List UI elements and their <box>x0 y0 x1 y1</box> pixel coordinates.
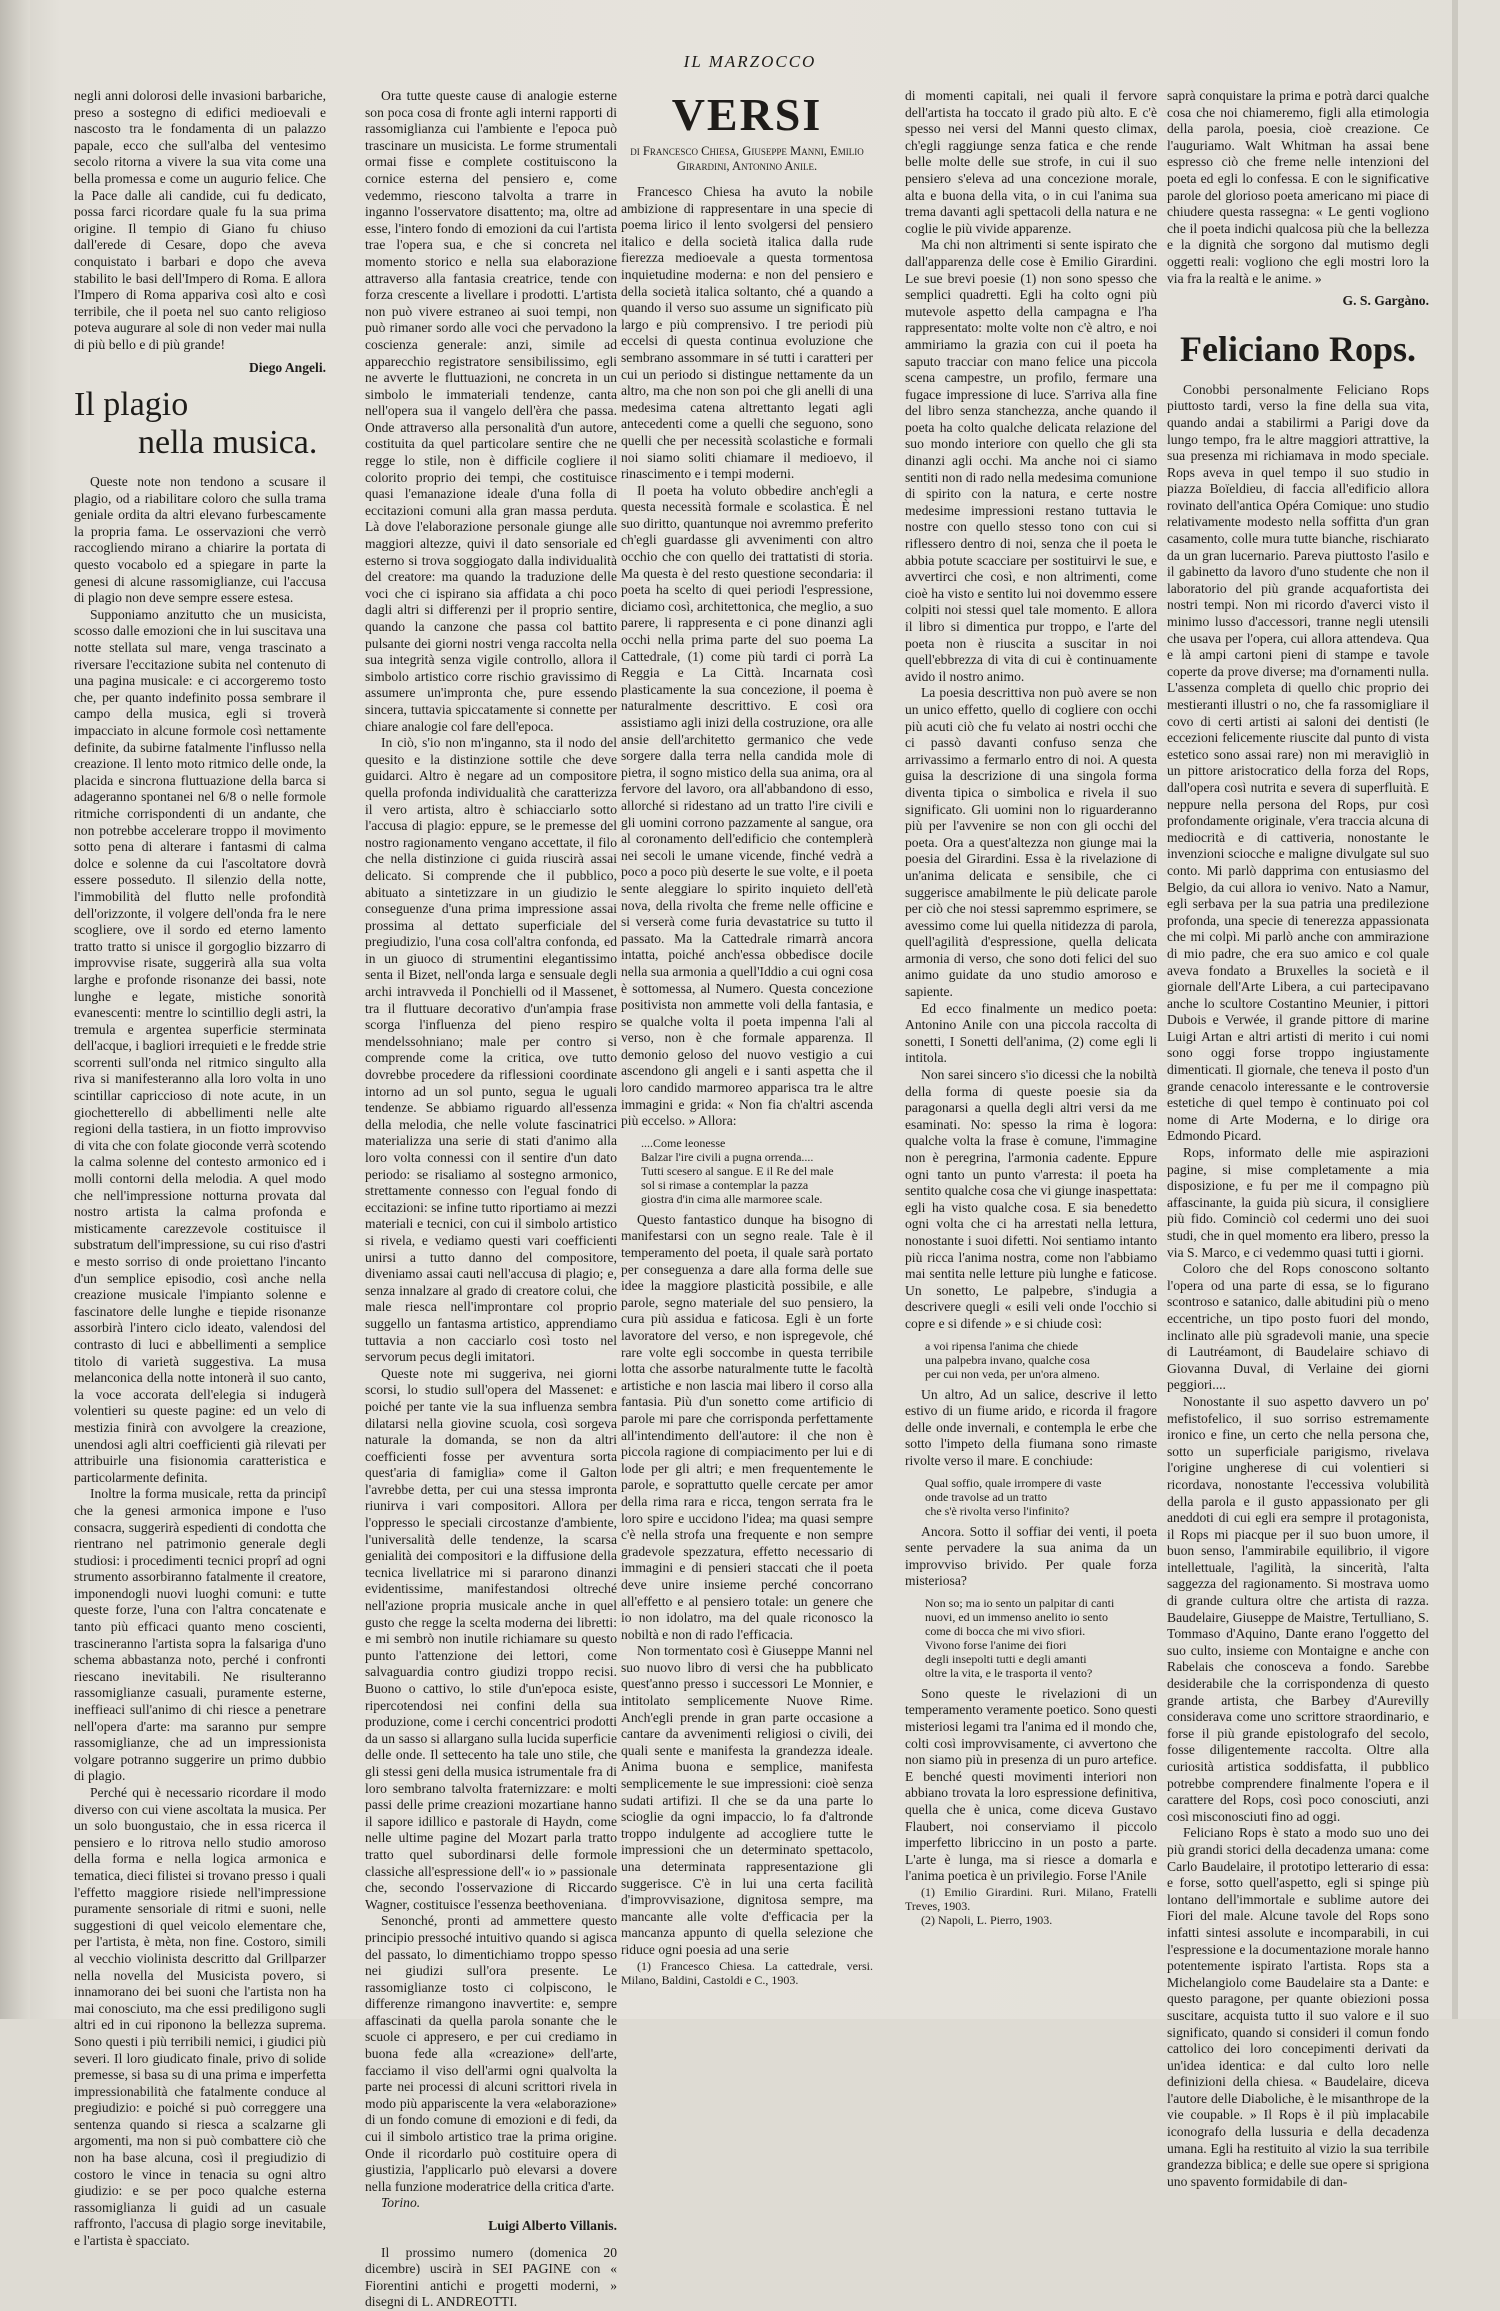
paragraph: Questo fantastico dunque ha bisogno di manifestarsi con un segno reale. Tale è il temperamento del poeta, il quale sarà portato per conseguenza a dare alla forma delle sue idee la maggiore plasticità possibile, e alle parole, segno materiale del suo pensiero, la cura più assidua e faticosa. Egli è un forte lavoratore del verso, e non ispregevole, ché rare volte egli soccombe in questa terribile lotta che assorbe naturalmente tutte le facoltà artistiche e non lascia mai libero il corso alla fantasia. Più d'un sonetto come artificio di parole mi pare che corrisponda perfettamente all'intendimento dell'autore: il che non è piccola ragione di compiacimento per lui e di lode per gli altri; e men frequentemente le parole, e soprattutto quelle cercate per amor della rima rara e ricca, tengon serrata fra le loro spire e uccidono l'idea; ma quasi sempre c'è nella strofa una frequente e non sempre gradevole spezzatura, effetto necessario di immagini e di pensieri staccati che il poeta deve unire insieme perché concorrano all'effetto e al pensiero totale: un genere che io non idolatro, ma del quale riconosco la nobiltà e non di rado l'efficacia. <box>621 1211 873 1642</box>
footnote: (2) Napoli, L. Pierro, 1903. <box>921 1913 1053 1927</box>
column-2 <box>365 88 617 2310</box>
paragraph: Ma chi non altrimenti si sente ispirato che dall'apparenza delle cose è Emilio Girardini. Le sue brevi poesie (1) non sono spesso che semplici quadretti. Egli ha colto ogni più mutevole aspetto della campagna e l'ha rappresentato: molte volte non c'è altro, e noi ammiriamo la grazia con cui il poeta ha saputo tracciar con mano felice una piccola scena campestre, un profilo, fermare una fugace impressione di luce. S'arriva alla fine del libro senza stanchezza, anche quando il poeta ha colto qualche delicata relazione del suo mondo interiore con quello che gli sta dinanzi agli occhi. Ma anche noi ci siamo sentiti non di rado nella medesima comunione di spirito con la natura, e certe nostre medesime impressioni restano tuttavia le nostre con quello stesso tono con cui si riflessero dentro di noi, senza che il poeta le abbia potute scacciare per sostituirvi le sue, e avvertirci che così, e non altrimenti, come cioè ha visto e sentito lui noi dovemmo essere colpiti noi stessi quel tale momento. E allora il libro si dimentica pur troppo, e l'arte del poeta non è riuscita a suscitar in noi quell'ebbrezza di vita di cui è continuamente avido il nostro animo. <box>905 237 1157 684</box>
column-4 <box>905 88 1157 1988</box>
paragraph: Inoltre la forma musicale, retta da principî che la genesi armonica impone e l'uso consacra, suggerirà espedienti di condotta che rientrano nel patrimonio generale degli studiosi: i procedimenti tecnici proprî ad ogni strumento assorbiranno fatalmente il creatore, imponendogli nuovi luoghi comuni: e tutte queste forze, l'una con l'altra concatenate e tanto più efficaci quanto meno coscienti, trascineranno l'artista sopra la falsariga d'uno schema abbastanza noto, perché i confronti riescano inevitabili. Ne risulteranno rassomiglianze casuali, puramente esterne, ineffieaci sull'animo di chi riesce a penetrare nell'opera d'arte: ma saranno pur sempre rassomiglianze, che ad un impressionista volgare potranno suggerire un primo dubbio di plagio. <box>74 1486 326 1784</box>
paragraph: Queste note mi suggeriva, nei giorni scorsi, lo studio sull'opera del Massenet: e poiché per tante vie la sua influenza sembra dilatarsi nella giovine scuola, così sorgeva naturale la domanda, se non da altri coefficienti fosse per avventura sorta quest'aria di famiglia» come il Galton l'avrebbe detta, per cui una stessa impronta riunirva i vari compositori. Allora per l'oppresso le speciali circostanze d'ambiente, l'universalità delle tendenze, la scarsa genialità dei compositori e la diffusione della tecnica livellatrice mi si pararono dinanzi evidentissime, manifestandosi oltreché nell'azione propria musicale anche in quel gusto che regge la scelta moderna dei libretti: e mi sembrò non inutile richiamare su questo punto l'attenzione dei lettori, come salvaguardia contro giudizi troppo recisi. Buono o cattivo, lo stile d'un'epoca esiste, ripercotendosi nei confini della sua produzione, come i cerchi concentrici prodotti da un sasso si allargano sulla lucida superficie delle onde. Il settecento ha tale uno stile, che gli stessi geni della musica istrumentale fra di loro sembrano talvolta fraternizzare: e molti passi delle prime creazioni mozartiane hanno il sapore idillico e pastorale di Haydn, come nelle ultime pagine del Mozart parla tratto tratto quel subordinarsi delle formole classiche all'espressione dell'« io » passionale che, secondo l'osservazione di Riccardo Wagner, costituisce l'essenza beethoveniana. <box>365 1365 617 1912</box>
paragraph: Supponiamo anzitutto che un musicista, scosso dalle emozioni che in lui suscitava una notte stellata sul mare, venga trascinato a riversare l'eccitazione subita nel contenuto di una pagina musicale: e ci accorgeremo tosto che, per quanto indefinito possa sembrare il campo della musica, egli si troverà impacciato in alcune formole così nettamente definite, da subirne fatalmente l'influsso nella creazione. Il lento moto ritmico delle onde, la placida e sincrona fluttuazione della barca si adageranno spontanei nel 6/8 o nelle formole ritmiche corrispondenti di un andante, che non potrebbe accelerare troppo il movimento sotto pena di alterare i fantasmi di calma dolce e solenne da cui l'ascoltatore dovrà essere posseduto. Il silenzio della notte, l'immobilità del flutto nelle profondità dell'orizzonte, il volgere dell'onda fra le nere scogliere, ove il sordo ed eterno lamento tratto tratto si unisce il gorgoglio bizzarro di improvvise risate, suggerirà alla sua volta larghe e profonde risonanze dei bassi, note lunghe e legate, mistiche sonorità evanescenti: mentre lo scintillio degli astri, la tremula e argentea superficie sterminata dell'acque, i bagliori irrequieti e le fredde strie scorrenti sull'onda nel ritmico singulto alla riva si manifesteranno alla loro volta in uno scintillar capriccioso di note acute, in un giochetterello di abbellimenti nelle alte regioni della tastiera, in un fiotto improvviso di vita che con folate gioconde verrà scotendo la calma solenne del contesto armonico ed i molli contorni della melodia. A quel modo che nell'impressione notturna provata dal nostro artista la calma profonda e misticamente carezzevole costituisce il substratum dell'impressione, su cui riso d'astri e mesto sorriso di onde proiettano l'incanto d'un semplice episodio, così anche nella creazione musicale l'impianto solenne e fascinatore delle lunghe e tiepide risonanze assorbirà l'intero ciclo ideato, valendosi del contrasto di luci e abbellimenti a semplice titolo di varietà suggestiva. La musa melanconica della notte intonerà il suo canto, la voce accorata dell'elegia si indugerà volentieri su queste pagine: ed un velo di mestizia finirà con avvolgere la creazione, unendosi agli altri coefficienti già rilevati per attribuirle una fisionomia caratteristica e particolarmente definita. <box>74 606 326 1485</box>
paragraph: Perché qui è necessario ricordare il modo diverso con cui viene ascoltata la musica. Per un solo buongustaio, che in essa ricerca il pensiero e lo ritrova nello studio amoroso della forma e nella logica armonica e tematica, dieci filistei si trovano presso i quali l'effetto maggiore risiede nell'impressione puramente sensoriale di ritmi e suoni, nelle suggestioni di quel veicolo elementare che, per l'artista, è mèta, non fine. Costoro, simili al vecchio violinista descritto dal Grillparzer nella novella del Musicista povero, si innamorano dei bei suoni che l'artista non ha mai conosciuto, ma che essi prediligono sugli altri ed in cui riponono la bellezza suprema. Sono questi i più terribili nemici, i giudici più severi. Il loro giudicato finale, privo di solide premesse, si basa su di una prima e imperfetta impressionabilità che fatalmente conduce al pregiudizio: e poiché si può correggere una sentenza quando si riesca a scalzarne gli argomenti, ma non si può combattere ciò che non ha base alcuna, così il pregiudizio di costoro le vince in tenacia su ogni altro giudizio: e se per poco qualche esterna rassomiglianza li guidi ad un casuale raffronto, l'accusa di plagio sorge inevitabile, e l'artista è spacciato. <box>74 1785 326 2249</box>
footnote: (1) Francesco Chiesa. La cattedrale, versi. Milano, Baldini, Castoldi e C., 1903. <box>621 1958 873 1987</box>
paragraph: di momenti capitali, nei quali il fervore dell'artista ha toccato il grado più alto. E c'è spesso nei versi del Manni questo climax, ch'egli raggiunge senza fatica e che rende belle molte delle sue strofe, in cui il suo pensiero s'eleva ad una concezione morale, alta e buona della vita, o in cui l'anima sua trema davanti agli spettacoli della natura e ne coglie le più vivide apparenze. <box>905 88 1157 236</box>
headline-line-1: Il plagio <box>74 386 189 424</box>
paragraph: Nonostante il suo aspetto davvero un po' mefistofelico, il suo sorriso estremamente ironico e fine, un certo che nella persona che, sotto un superficiale parigismo, rivelava l'origine ungherese di cui volentieri si ricordava, nonostante l'eccessiva volubilità della parola e il gusto appassionato per gli aneddoti di cui egli era sempre il protagonista, il Rops mi piacque per il suo buon umore, il buon senso, l'ammirabile equilibrio, il vigore intellettuale, l'agilità, la sincerità, l'alta saggezza del ragionamento. Si mostrava uomo di grande cultura oltre che artista di razza. Baudelaire, Giuseppe de Maistre, Tertulliano, S. Tommaso d'Aquino, Dante erano l'oggetto del suo culto, insieme con Montaigne e anche con Rabelais che conosceva a fondo. Sarebbe desiderabile che la corrispondenza di questo grande artista, che Barbey d'Aurevilly considerava come uno scrittore straordinario, e forse il più grande epistolografo del secolo, fosse diligentemente raccolta. Oltre alla curiosità artistica soddisfatta, il pubblico potrebbe comprendere finalmente l'opera e il carattere del Rops, così poco conosciuti, anzi così misconosciuti fino ad oggi. <box>1167 1393 1429 1824</box>
paragraph: Sono queste le rivelazioni di un temperamento veramente poetico. Sono questi misteriosi legami tra l'anima ed il mondo che, colti così improvvisamente, ci avvertono che non siamo più in presenza di un puro artefice. E benché questi movimenti interiori non abbiano trovata la loro espressione definitiva, quella che è unica, come diceva Gustavo Flaubert, noi conserviamo il piccolo imperfetto libriccino in un posto a parte. L'arte è lunga, ma si riesce a domarla e l'anima poetica è un privilegio. Forse l'Anile <box>905 1685 1157 1884</box>
paragraph: Il poeta ha voluto obbedire anch'egli a questa necessità formale e scolastica. È nel suo diritto, quantunque noi avremmo preferito ch'egli guardasse gli avvenimenti con altro occhio che con quello dei trattatisti di storia. Ma questa è del resto questione secondaria: il poeta ha scelto di quei periodi l'espressione, diciamo così, architettonica, che meglio, a suo parere, li rappresenta e ci pone dinanzi agli occhi nella prima parte del suo poema La Cattedrale, (1) come più tardi ci porrà La Reggia e La Città. Incarnata così plasticamente la sua concezione, il poema è naturalmente descrittivo. E così ora assistiamo agli inizi della costruzione, ora alle ansie dell'architetto germanico che vede sorgere dalla terra nella candida mole di pietra, il sogno mistico della sua anima, ora al fervore del lavoro, ora all'abbandono di esso, allorché si ridestano ad un tratto l'ire civili e gli uomini corrono pazzamente al sangue, ora al coronamento dell'edificio che contemplerà nei secoli le umane vicende, finché vedrà a poco a poco più deserte le sue volte, e il poeta sente aleggiare lo spirito inquieto dell'età nova, della rivolta che freme nelle officine e si verserà come furia devastatrice su tutto il passato. Ma la Cattedrale rimarrà ancora intatta, poiché anch'essa obbedisce docile nella sua armonia a quell'Iddio a cui ogni cosa è sottomessa, al Numero. Questa concezione positivista non ammette voli della fantasia, e se qualche volta il poeta impenna l'ali al verso, non è che formale apparenza. Il demonio geloso del nuovo vestigio a cui ascendono gli angeli e i santi aspetta che il loro candido marmoreo apparisca tra le altre immagini e grida: « Non fia ch'altri ascenda più eccelso. » Allora: <box>621 482 873 1129</box>
poem-quote: Qual soffio, quale irrompere di vaste onde travolse ad un tratto che s'è rivolta verso l'infinito? <box>925 1475 1102 1518</box>
headline-rops: Feliciano Rops. <box>1179 328 1416 369</box>
paragraph: Ora tutte queste cause di analogie esterne son poca cosa di fronte agli interni rapporti di rassomiglianza cui l'ambiente e l'epoca può trascinare un musicista. Le forme strumentali ormai fisse e complete costituiscono la cornice esterna del pensiero e, come vedemmo, riescono talvolta a trarre in inganno l'osservatore disattento; ma, oltre ad esse, l'intero fondo di emozioni da cui l'artista trae l'opera sua, e che si concreta nel momento storico e nella sua elaborazione attraverso alla fantasia creatrice, tende con forza crescente a livellare i prodotti. L'artista non può vivere estraneo ai suoi tempi, non può rimaner sordo alle voci che pervadono la coscienza generale: anzi, simile ad apparecchio registratore sensibilissimo, egli ne avverte le fluttuazioni, ne concreta in un simbolo le immateriali tendenze, canta nell'opera sua il vangelo dell'èra che passa. Onde attraverso alla personalità d'un autore, costituita da quel particolare sentire che ne regge lo stile, non è difficile cogliere il colorito proprio dei tempi, che costituisce quasi l'emanazione ideale d'una folla di eccitazioni comuni alla gran massa perduta. Là dove l'elaborazione personale giunge alle maggiori altezze, quivi il dato sensoriale ed esterno si trova soggiogato dalla individualità del creatore: ma quando la traduzione delle voci che ci ispirano sia affidata a chi poco dagli altri si differenzi per il proprio sentire, quando la canzone che passa col battito pulsante dei giorni nostri venga raccolta nella sua integrità senza vigile controllo, allora il simbolo artistico corre rischio gravissimo di assumere un'impronta che, pure essendo sincera, tuttavia spiccatamente si connette per chiare analogie col fare dell'epoca. <box>365 88 617 734</box>
page-fold-line <box>1452 0 1458 2019</box>
paragraph: Non tormentato così è Giuseppe Manni nel suo nuovo libro di versi che ha pubblicato quest'anno presso i successori Le Monnier, e intitolato semplicemente Nuove Rime. Anch'egli prende in gran parte occasione a cantare da avvenimenti religiosi o civili, dei quali sente e manifesta la grandezza ideale. Anima buona e semplice, manifesta semplicemente le sue impressioni: cioè senza sudati artifizi. Il che se da una parte lo scioglie da ogni impaccio, lo fa d'altronde troppo indulgente ad accogliere tutte le impressioni che un determinato spettacolo, una determinata rappresentazione gli suggerisce. C'è in lui una certa facilità d'improvvisazione, dignitosa sempre, ma mancante alle volte d'efficacia per la mancanza appunto di quella selezione che riduce ogni poesia ad una serie <box>621 1643 873 1957</box>
paragraph: Ed ecco finalmente un medico poeta: Antonino Anile con una piccola raccolta di sonetti, I Sonetti dell'anima, (2) come egli li intitola. <box>905 1000 1157 1066</box>
headline-plagio <box>74 386 326 462</box>
headline-line-2: nella musica. <box>138 424 318 462</box>
poem-quote: a voi ripensa l'anima che chiede una palpebra invano, qualche cosa per cui non veda, per un'ora almeno. <box>925 1338 1100 1381</box>
paragraph: Ancora. Sotto il soffiar dei venti, il poeta sente pervadere la sua anima da un improvviso brivido. Per quale forza misteriosa? <box>905 1523 1157 1589</box>
page-edge-shadow <box>0 0 30 2019</box>
paragraph: La poesia descrittiva non può avere se non un unico effetto, quello di cogliere con occhi più acuti ciò che fu velato ai nostri occhi che ci passò davanti confuso senza che arrivassimo a fermarlo entro di noi. A questa guisa la descrizione di una singola forma diventa tipica o simbolica e rivela il suo significato. Gli uomini non lo riguarderanno più per l'avvenire se non con gli occhi del poeta. Ora a quest'altezza non giunge mai la poesia del Girardini. Essa è la rivelazione di un'anima delicata e sensibile, che ci suggerisce amabilmente le più delicate parole per ciò che noi stessi sapremmo esprimere, se avessimo come lui quella nitidezza di parola, quell'agilità d'espressione, quella delicata armonia di verso, che sono doti felici del suo animo guidate da uno studio amoroso e sapiente. <box>905 685 1157 1000</box>
poem-quote: Non so; ma io sento un palpitar di canti nuovi, ed un immenso anelito io sento come di bocca che mi vivo sfiori. Vivono forse l'anime dei fiori degli insepolti tutti e degli amanti oltre la vita, e le trasporta il vento? <box>925 1595 1115 1680</box>
authors-line: di Francesco Chiesa, Giuseppe Manni, Emilio Girardini, Antonino Anile. <box>630 144 864 173</box>
article-continuation: negli anni dolorosi delle invasioni barbariche, preso a sostegno di edifici medioevali e nascosto tra le fondamenta di un palazzo papale, ecco che sull'alba del ventesimo secolo ritorna a vivere la sua vita come una bella promessa e come un augurio felice. Che la Pace dalle ali candide, cui fu dedicato, possa farci ricordare quale fu la sua prima origine. Il tempio di Giano fu chiuso dall'erede di Cesare, dopo che aveva conquistato i barbari e dopo che aveva stabilito le basi dell'Impero di Roma. E allora l'Impero di Roma appariva così alto e così terribile, che il poeta nel suo canto religioso poteva augurare al sole di non veder mai nulla di più bello e di più grande! <box>74 88 326 352</box>
paragraph: In ciò, s'io non m'inganno, sta il nodo del quesito e la distinzione sottile che deve guidarci. Altro è negare ad un compositore quella profonda individualità che caratterizza il vero artista, altro è schiacciarlo sotto l'accusa di plagio: eppure, se le premesse del nostro ragionamento vengano accettate, il filo che nella distinzione ci guida riuscirà assai delicato. Si comprende che il pubblico, abituato a sintetizzare in un giudizio le conseguenze d'una prima impressione assai prossima al dettato superficiale del pregiudizio, l'una cosa coll'altra confonda, ed in un giuoco di strumentini elegantissimo senta il Bizet, nell'onda larga e sensuale degli archi intravveda il Ponchielli od il Massenet, tra il fluttuare decorativo d'un'ampia frase scorga l'influenza del pieno respiro mendelssohniano; male per contro si comprende come la critica, ove tutto dovrebbe procedere da riflessioni coordinate intorno ad un sol punto, segua le uguali tendenze. Se abbiamo riguardo all'essenza della melodia, che nelle volute fascinatrici materializza una serie di stati d'animo alla loro volta connessi con il sentire d'un dato periodo: se risaliamo al sostegno armonico, strettamente connesso con l'egual fondo di eccitazioni: se infine tutto riportiamo ai mezzi materiali e tecnici, con cui il simbolo artistico si rivela, e vediamo questi vari coefficienti unirsi a tutto danno del compositore, diveniamo assai cauti nell'accusa di plagio; e, senza innalzare al grado di creatore colui, che male riesca nell'improntare col proprio suggello un fantasma artistico, apprendiamo tuttavia a non cacciarlo così tosto nel servorum pecus degli imitatori. <box>365 735 617 1365</box>
signature-angeli: Diego Angeli. <box>248 359 326 375</box>
column-1 <box>74 88 326 2249</box>
paragraph: Coloro che del Rops conoscono soltanto l'opera od una parte di essa, se lo figurano scontroso e satanico, dalle abitudini più o meno eccentriche, un tipo posto fuori del mondo, inclinato alle più sgradevoli manie, una specie di Lautréamont, di Baudelaire schiavo di Giovanna Duval, di Verlaine dei giorni peggiori.... <box>1167 1261 1429 1393</box>
paragraph: Queste note non tendono a scusare il plagio, od a riabilitare coloro che sulla trama geniale ordita da altri elevano furbescamente la propria fama. Le osservazioni che verrò raccogliendo mirano a chiarire la portata di questo vocabolo ed a spiegare in parte la genesi di alcune rassomiglianze, cui l'accusa di plagio non deve sempre essere estesa. <box>74 474 326 606</box>
paragraph: Rops, informato delle mie aspirazioni pagine, si mise completamente a mia disposizione, e fu per me il compagno più affascinante, la guida più sicura, il consigliere più fido. Cominciò col cedermi uno dei suoi studi, che in quel momento era libero, presso la via S. Marco, e ci vedemmo quasi tutti i giorni. <box>1167 1145 1429 1260</box>
signature-gargano: G. S. Gargàno. <box>1342 293 1429 309</box>
poem-quote: ....Come leonesse Balzar l'ire civili a pugna orrenda.... Tutti scesero al sangue. E il Re del male sol si rimase a contemplar la pazza giostra d'in cima alle marmoree scale. <box>641 1135 834 1206</box>
signature-villanis: Luigi Alberto Villanis. <box>488 2218 617 2233</box>
paragraph: Senonché, pronti ad ammettere questo principio pressoché intuitivo quando si agisca del passato, lo dimentichiamo troppo spesso nei giudizi sull'ora presente. Le rassomiglianze tosto ci colpiscono, le differenze rimangono inavvertite: e, sempre affascinati da quella parola sonante che le scuole ci appresero, e per cui crediamo in buona fede alla «creazione» dell'arte, facciamo il viso dell'armi ogni qualvolta la parte nei processi di alcuni scrittori rivela in modo più appariscente la vera «elaborazione» di un fondo comune di emozioni e di fedi, da cui il simbolo artistico trae la prima origine. Onde il ricordarlo può costituire opera di giustizia, l'applicarlo può elevarsi a dovere nella funzione moderatrice della critica d'arte. <box>365 1913 617 2194</box>
column-5 <box>1167 88 1429 2189</box>
place-line: Torino. <box>381 2195 421 2211</box>
next-issue-note: Il prossimo numero (domenica 20 dicembre) uscirà in SEI PAGINE con « Fiorentini antichi e progetti moderni, » disegni di L. ANDREOTTI. <box>365 2244 617 2310</box>
headline-versi: VERSI <box>671 89 823 140</box>
paragraph: Francesco Chiesa ha avuto la nobile ambizione di rappresentare in una specie di poema lirico il lento svolgersi del pensiero italico e della società italica dalla rude fierezza medioevale a questa tormentosa inquietudine moderna: e non del pensiero e della società italica soltanto, ché a quando a quando il verso suo assume un significato più largo e più comprensivo. I tre periodi più eccelsi di questa continua evoluzione che sembrano assommare in sé tutti i caratteri per cui un periodo si distingue nettamente da un altro, ma che non son poi che gli anelli di una medesima catena altrettanto legati agli antecedenti come a quelli che seguono, sono quelli che per necessità scolastiche e formali noi siamo soliti chiamare il medioevo, il rinascimento e i tempi moderni. <box>621 184 873 482</box>
paragraph: saprà conquistare la prima e potrà darci qualche cosa che noi chiameremo, figli alla etimologia della parola, poesia, cioè creazione. Ce l'auguriamo. Walt Whitman ha assai bene espresso ciò che freme nelle intenzioni del poeta ed egli lo confessa. E con le significative parole del glorioso poeta americano mi piace di chiudere questa rassegna: « Le genti vogliono che il poeta indichi qualcosa più che la bellezza e la dignità che sorgono dal mutismo degli oggetti reali: vogliono che egli mostri loro la via fra la realtà e le anime. » <box>1167 88 1429 286</box>
masthead: IL MARZOCCO <box>683 52 817 71</box>
column-3 <box>621 88 873 1988</box>
paragraph: Feliciano Rops è stato a modo suo uno dei più grandi storici della decadenza umana: come Carlo Baudelaire, il prototipo letterario di essa: e forse, sotto quell'aspetto, egli si spinge più lontano dell'immortale e sublime autore dei Fiori del male. Alcune tavole del Rops sono infatti sintesi assolute e incomparabili, in cui l'espressione e la documentazione morale hanno potentemente ispirato l'artista. Rops sta a Michelangiolo come Baudelaire sta a Dante: e questo paragone, per quante obiezioni possa suscitare, acquista tutto il suo valore e il suo significato, quando si consideri il comun fondo cattolico dei loro concepimenti derivati da un'idea identica: e dal culto loro nelle definizioni della chiesa. « Baudelaire, diceva l'autore delle Diaboliche, è le misanthrope de la vie coupable. » Il Rops è il più implacabile iconografo della lussuria e della decadenza umana. Egli ha restituito al vizio la sua terribile grandezza biblica; e delle sue opere si sprigiona uno spavento formidabile di dan- <box>1167 1825 1429 2189</box>
paragraph: Conobbi personalmente Feliciano Rops piuttosto tardi, verso la fine della sua vita, quando andai a stabilirmi a Parigi dove da lungo tempo, fra le altre maggiori attrattive, la sua presenza mi richiamava in modo speciale. Rops aveva in quel tempo il suo studio in piazza Boïeldieu, di faccia all'edificio allora rovinato dell'antica Opéra Comique: uno studio relativamente modesto nella soffitta d'un gran casamento, colle mura tutte bianche, rischiarato da un gran lucernario. Pareva piuttosto l'asilo e il gabinetto da lavoro d'uno studente che non il laboratorio del più grande acquafortista dei nostri tempi. Non mi ricordo d'averci visto il minimo lusso d'accessori, tranne negli utensili che usava per l'opera, cui allora attendeva. Qua e là ampi cartoni pieni di stampe e tavole coperte da prove diverse; ma d'ornamenti nulla. L'assenza completa di quello chic proprio dei mestieranti illustri o no, che fa rassomigliare il covo di certi artisti ai saloni dei dentisti (le eccezioni felicemente riuscite dal punto di vista estetico sono assai rare) non mi meravigliò in un pittore aristocratico della forza del Rops, dall'opera così nutrita e severa di superfluità. E neppure nella persona del Rops, pur così profondamente originale, v'era traccia alcuna di mediocrità e di cattiveria, nonostante le invenzioni sciocche e maligne divulgate sul suo conto. Mi parlò dapprima con entusiasmo del Belgio, da cui allora io venivo. Nato a Namur, egli serbava per la sua patria una predilezione profonda, una specie di tenerezza appassionata che mi colpì. Mi parlò anche con ammirazione di mio padre, che era suo amico e col quale aveva fondato a Bruxelles la società e il giornale dell'Arte Libera, a cui partecipavano anche lo scultore Costantino Meunier, i pittori Dubois e Verwée, il grande pittore di marine Luigi Artan e altri artisti di merito i cui nomi sono oggi forse troppo ingiustamente dimenticati. Il giornale, che teneva il posto d'un grande cenacolo interessante e le controversie estetiche di quel tempo è continuato poi col nome di Arte Moderna, e lo dirige ora Edmondo Picard. <box>1167 381 1429 1144</box>
footnote: (1) Emilio Girardini. Ruri. Milano, Fratelli Treves, 1903. <box>905 1885 1157 1913</box>
paragraph: Non sarei sincero s'io dicessi che la nobiltà della forma di queste poesie sia da paragonarsi a quella degli altri versi da me esaminati. No: spesso la rima è logora: qualche volta la frase è comune, l'immagine non è peregrina, l'armonia cadente. Eppure ogni tanto un punto v'arresta: il poeta ha sentito qualche cosa che vi giunge inaspettata: egli ha visto qualche cosa. E sia benedetto ogni volta che ci ha arrestati nella lettura, nonostante i suoi difetti. Noi sentiamo intanto più ricca l'anima nostra, come non l'abbiamo mai sentita nelle letture più lunghe e faticose. Un sonetto, Le palpebre, s'indugia a descrivere quegli « esili veli onde l'occhio si copre e si difende » e si chiude così: <box>905 1067 1157 1331</box>
paragraph: Un altro, Ad un salice, descrive il letto estivo di un fiume arido, e ricorda il fragore delle onde invernali, e contempla le erbe che sotto l'impeto della fiumana sono rimaste rivolte verso il mare. E conchiude: <box>905 1386 1157 1468</box>
